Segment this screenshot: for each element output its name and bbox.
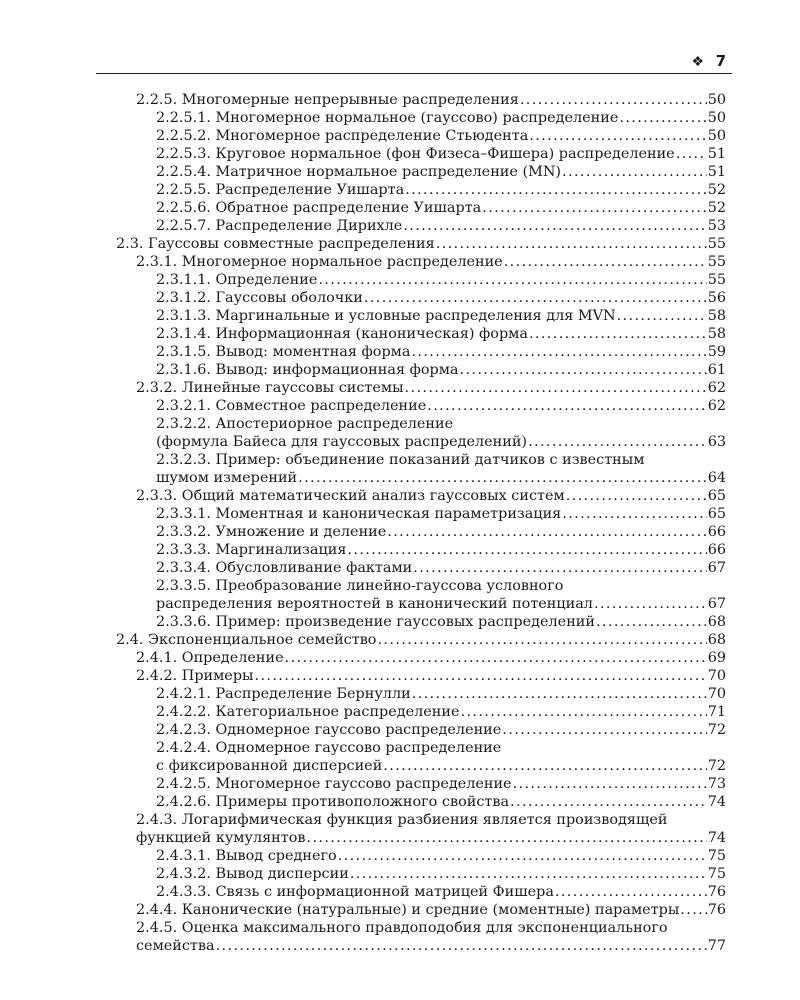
toc-entry-title: 2.4.2.4. Одномерное гауссово распределение [156,740,502,756]
leader-dots [502,721,706,739]
toc-entry-title: 2.3.3.3. Маргинализация [156,542,347,558]
toc-entry-title: 2.3.1.1. Определение [156,272,318,288]
toc-entry-title: 2.4.2.1. Распределение Бернулли [156,686,411,702]
toc-entry-title: 2.3.3.2. Умножение и деление [156,524,387,540]
leader-dots [405,181,707,199]
toc-entry-title: 2.4.2.3. Одномерное гауссово распределение [156,722,502,738]
toc-entry-page: 50 [707,128,726,144]
toc-entry-title: 2.2.5.7. Распределение Дирихле [156,218,403,234]
toc-entry-page: 50 [707,110,726,126]
toc-entry-title: 2.3.1.2. Гауссовы оболочки [156,290,363,306]
toc-entry-line2 [156,757,726,775]
toc-entry-page: 56 [707,290,726,306]
toc-entry-title-cont: семейства [136,938,215,954]
leader-dots [529,127,706,145]
toc-entry-page: 67 [707,596,726,612]
toc-entry-page: 51 [707,146,726,162]
toc-entry-page: 50 [707,92,726,108]
leader-dots [298,469,707,487]
leader-dots [617,307,707,325]
toc-entry[interactable] [156,127,726,145]
leader-dots [680,901,706,919]
leader-dots [528,433,707,451]
toc-entry-page: 69 [707,650,726,666]
toc-entry-title: 2.3.2. Линейные гауссовы системы [136,380,404,396]
leader-dots [596,613,707,631]
toc-entry[interactable] [136,253,726,271]
toc-entry-page: 59 [707,344,726,360]
toc-entry-page: 74 [707,794,726,810]
toc-entry-title: 2.3.3.1. Моментная и каноническая параметризация [156,506,562,522]
toc-entry-title: 2.2.5.1. Многомерное нормальное (гауссово) распределение [156,110,619,126]
toc-entry-page: 52 [707,182,726,198]
toc-entry-line2 [156,433,726,451]
toc-entry-title: 2.3.1. Многомерное нормальное распределение [136,254,503,270]
toc-entry[interactable] [156,451,726,487]
leader-dots [566,487,707,505]
toc-entry[interactable] [136,91,726,109]
toc-entry-title-cont: с фиксированной дисперсией [156,758,383,774]
toc-entry[interactable] [156,199,726,217]
toc-entry-title-cont: (формула Байеса для гауссовых распределений) [156,434,528,450]
toc-entry[interactable] [156,703,726,721]
toc-entry[interactable] [156,577,726,613]
toc-entry-title: 2.4.3.3. Связь с информационной матрицей Фишера [156,884,554,900]
toc-entry-title: 2.3.2.3. Пример: объединение показаний датчиков с известным [156,452,645,468]
leader-dots [403,217,706,235]
leader-dots [412,685,707,703]
toc-entry-page: 53 [707,218,726,234]
toc-entry[interactable] [156,361,726,379]
leader-dots [513,775,707,793]
toc-entry-title: 2.2.5.6. Обратное распределение Уишарта [156,200,482,216]
toc-entry-page: 52 [707,200,726,216]
leader-dots [436,235,707,253]
toc-entry-line2 [136,937,726,955]
toc-entry-title: 2.2.5.5. Распределение Уишарта [156,182,405,198]
leader-dots [387,523,706,541]
toc-entry[interactable] [156,739,726,775]
toc-entry[interactable] [156,397,726,415]
toc-entry-title: 2.4.2.2. Категориальное распределение [156,704,460,720]
toc-entry[interactable] [156,505,726,523]
leader-dots [619,109,706,127]
leader-dots [364,289,707,307]
toc-entry[interactable] [136,379,726,397]
toc-entry-page: 55 [707,254,726,270]
leader-dots [510,793,707,811]
leader-dots [255,667,707,685]
toc-entry[interactable] [156,325,726,343]
leader-dots [460,361,707,379]
leader-dots [427,397,706,415]
leader-dots [562,505,706,523]
toc-entry[interactable] [136,811,726,847]
toc-entry-line2 [156,595,726,613]
toc-entry-title: 2.3.1.5. Вывод: моментная форма [156,344,411,360]
toc-entry-page: 55 [707,236,726,252]
leader-dots [307,829,707,847]
toc-entry-page: 58 [707,326,726,342]
toc-entry-page: 74 [707,830,726,846]
leader-dots [318,271,706,289]
toc-entry[interactable] [156,217,726,235]
toc-entry[interactable] [156,883,726,901]
leader-dots [338,847,707,865]
toc-entry-title: 2.3.3. Общий математический анализ гауссовых систем [136,488,565,504]
leader-dots [555,883,707,901]
toc-entry[interactable] [116,631,726,649]
toc-entry-title: 2.3.1.4. Информационная (каноническая) форма [156,326,528,342]
toc-entry-page: 63 [707,434,726,450]
toc-entry-page: 76 [707,902,726,918]
leader-dots [562,163,707,181]
toc-entry-title: 2.3.1.6. Вывод: информационная форма [156,362,459,378]
toc-entry-title: 2.2.5.2. Многомерное распределение Стьюдента [156,128,529,144]
toc-entry[interactable] [156,793,726,811]
toc-entry-title: 2.3.3.4. Обусловливание фактами [156,560,413,576]
toc-entry-page: 70 [707,686,726,702]
toc-entry[interactable] [116,235,726,253]
toc-entry-page: 67 [707,560,726,576]
leader-dots [413,559,706,577]
toc-entry[interactable] [156,415,726,451]
toc-entry-title: 2.3.2.1. Совместное распределение [156,398,427,414]
toc-entry[interactable] [156,847,726,865]
toc-entry[interactable] [136,649,726,667]
leader-dots [350,865,707,883]
toc-entry-title-cont: распределения вероятностей в канонический потенциал [156,596,593,612]
leader-dots [529,325,707,343]
page-number: 7 [715,52,726,70]
toc-entry-title: 2.4.4. Канонические (натуральные) и средние (моментные) параметры [136,902,680,918]
leader-dots [347,541,706,559]
toc-entry[interactable] [136,667,726,685]
toc-entry-page: 62 [707,380,726,396]
toc-entry-title: 2.4.3. Логарифмическая функция разбиения является производящей [136,812,668,828]
toc-entry[interactable] [156,271,726,289]
toc-entry-page: 71 [707,704,726,720]
toc-entry[interactable] [156,721,726,739]
toc-entry[interactable] [156,307,726,325]
toc-entry-page: 75 [707,866,726,882]
leader-dots [411,343,706,361]
toc-entry-title: 2.4.2.5. Многомерное гауссово распределение [156,776,512,792]
table-of-contents [0,91,800,955]
leader-dots [676,145,707,163]
toc-entry-page: 66 [707,524,726,540]
toc-entry[interactable] [156,109,726,127]
toc-entry-page: 68 [707,632,726,648]
toc-entry-title: 2.3.2.2. Апостериорное распределение [156,416,454,432]
toc-entry-page: 70 [707,668,726,684]
toc-entry[interactable] [156,523,726,541]
toc-entry-line2 [156,469,726,487]
toc-entry-page: 55 [707,272,726,288]
toc-entry-page: 72 [707,722,726,738]
toc-entry[interactable] [156,145,726,163]
toc-entry-page: 62 [707,398,726,414]
toc-entry[interactable] [136,919,726,955]
toc-entry[interactable] [156,685,726,703]
leader-dots [504,253,707,271]
leader-dots [405,379,707,397]
toc-entry-title: 2.2.5.4. Матричное нормальное распределение (MN) [156,164,562,180]
toc-entry-title: 2.4.5. Оценка максимального правдоподобия для экспоненциального [136,920,668,936]
toc-entry[interactable] [156,541,726,559]
ornament-icon: ❖ [691,54,704,70]
toc-entry[interactable] [156,163,726,181]
leader-dots [377,631,706,649]
toc-entry-page: 76 [707,884,726,900]
leader-dots [285,649,707,667]
leader-dots [520,91,707,109]
toc-entry-title: 2.2.5.3. Круговое нормальное (фон Физеса–Фишера) распределение [156,146,675,162]
toc-entry-title: 2.3. Гауссовы совместные распределения [116,236,435,252]
toc-entry-page: 75 [707,848,726,864]
page-header [96,50,732,74]
toc-entry[interactable] [156,181,726,199]
toc-entry[interactable] [136,901,726,919]
toc-entry-page: 77 [707,938,726,954]
toc-entry-title: 2.2.5. Многомерные непрерывные распределения [136,92,519,108]
toc-entry-page: 68 [707,614,726,630]
leader-dots [216,937,707,955]
toc-entry-title: 2.3.3.6. Пример: произведение гауссовых распределений [156,614,595,630]
toc-entry-page: 72 [707,758,726,774]
toc-entry-page: 65 [707,488,726,504]
toc-entry-page: 51 [707,164,726,180]
toc-entry-title: 2.4. Экспоненциальное семейство [116,632,377,648]
toc-entry-page: 58 [707,308,726,324]
toc-entry[interactable] [156,613,726,631]
toc-entry[interactable] [156,343,726,361]
toc-entry-title: 2.4.3.2. Вывод дисперсии [156,866,349,882]
leader-dots [594,595,707,613]
toc-entry-title-cont: функцией кумулянтов [136,830,306,846]
toc-entry-line2 [136,829,726,847]
leader-dots [461,703,707,721]
toc-entry-title-cont: шумом измерений [156,470,298,486]
toc-entry-title: 2.4.1. Определение [136,650,284,666]
toc-entry-page: 66 [707,542,726,558]
toc-entry-page: 65 [707,506,726,522]
toc-entry-page: 64 [707,470,726,486]
toc-entry-page: 61 [707,362,726,378]
toc-entry-title: 2.4.2. Примеры [136,668,254,684]
toc-entry-title: 2.3.1.3. Маргинальные и условные распределения для MVN [156,308,616,324]
toc-entry[interactable] [156,775,726,793]
header-rule [96,73,732,74]
toc-entry[interactable] [156,289,726,307]
toc-entry[interactable] [136,487,726,505]
toc-entry-title: 2.4.3.1. Вывод среднего [156,848,337,864]
toc-entry-title: 2.4.2.6. Примеры противоположного свойства [156,794,510,810]
toc-entry[interactable] [156,865,726,883]
toc-entry[interactable] [156,559,726,577]
leader-dots [383,757,706,775]
leader-dots [482,199,706,217]
toc-entry-title: 2.3.3.5. Преобразование линейно-гауссова условного [156,578,564,594]
toc-entry-page: 73 [707,776,726,792]
